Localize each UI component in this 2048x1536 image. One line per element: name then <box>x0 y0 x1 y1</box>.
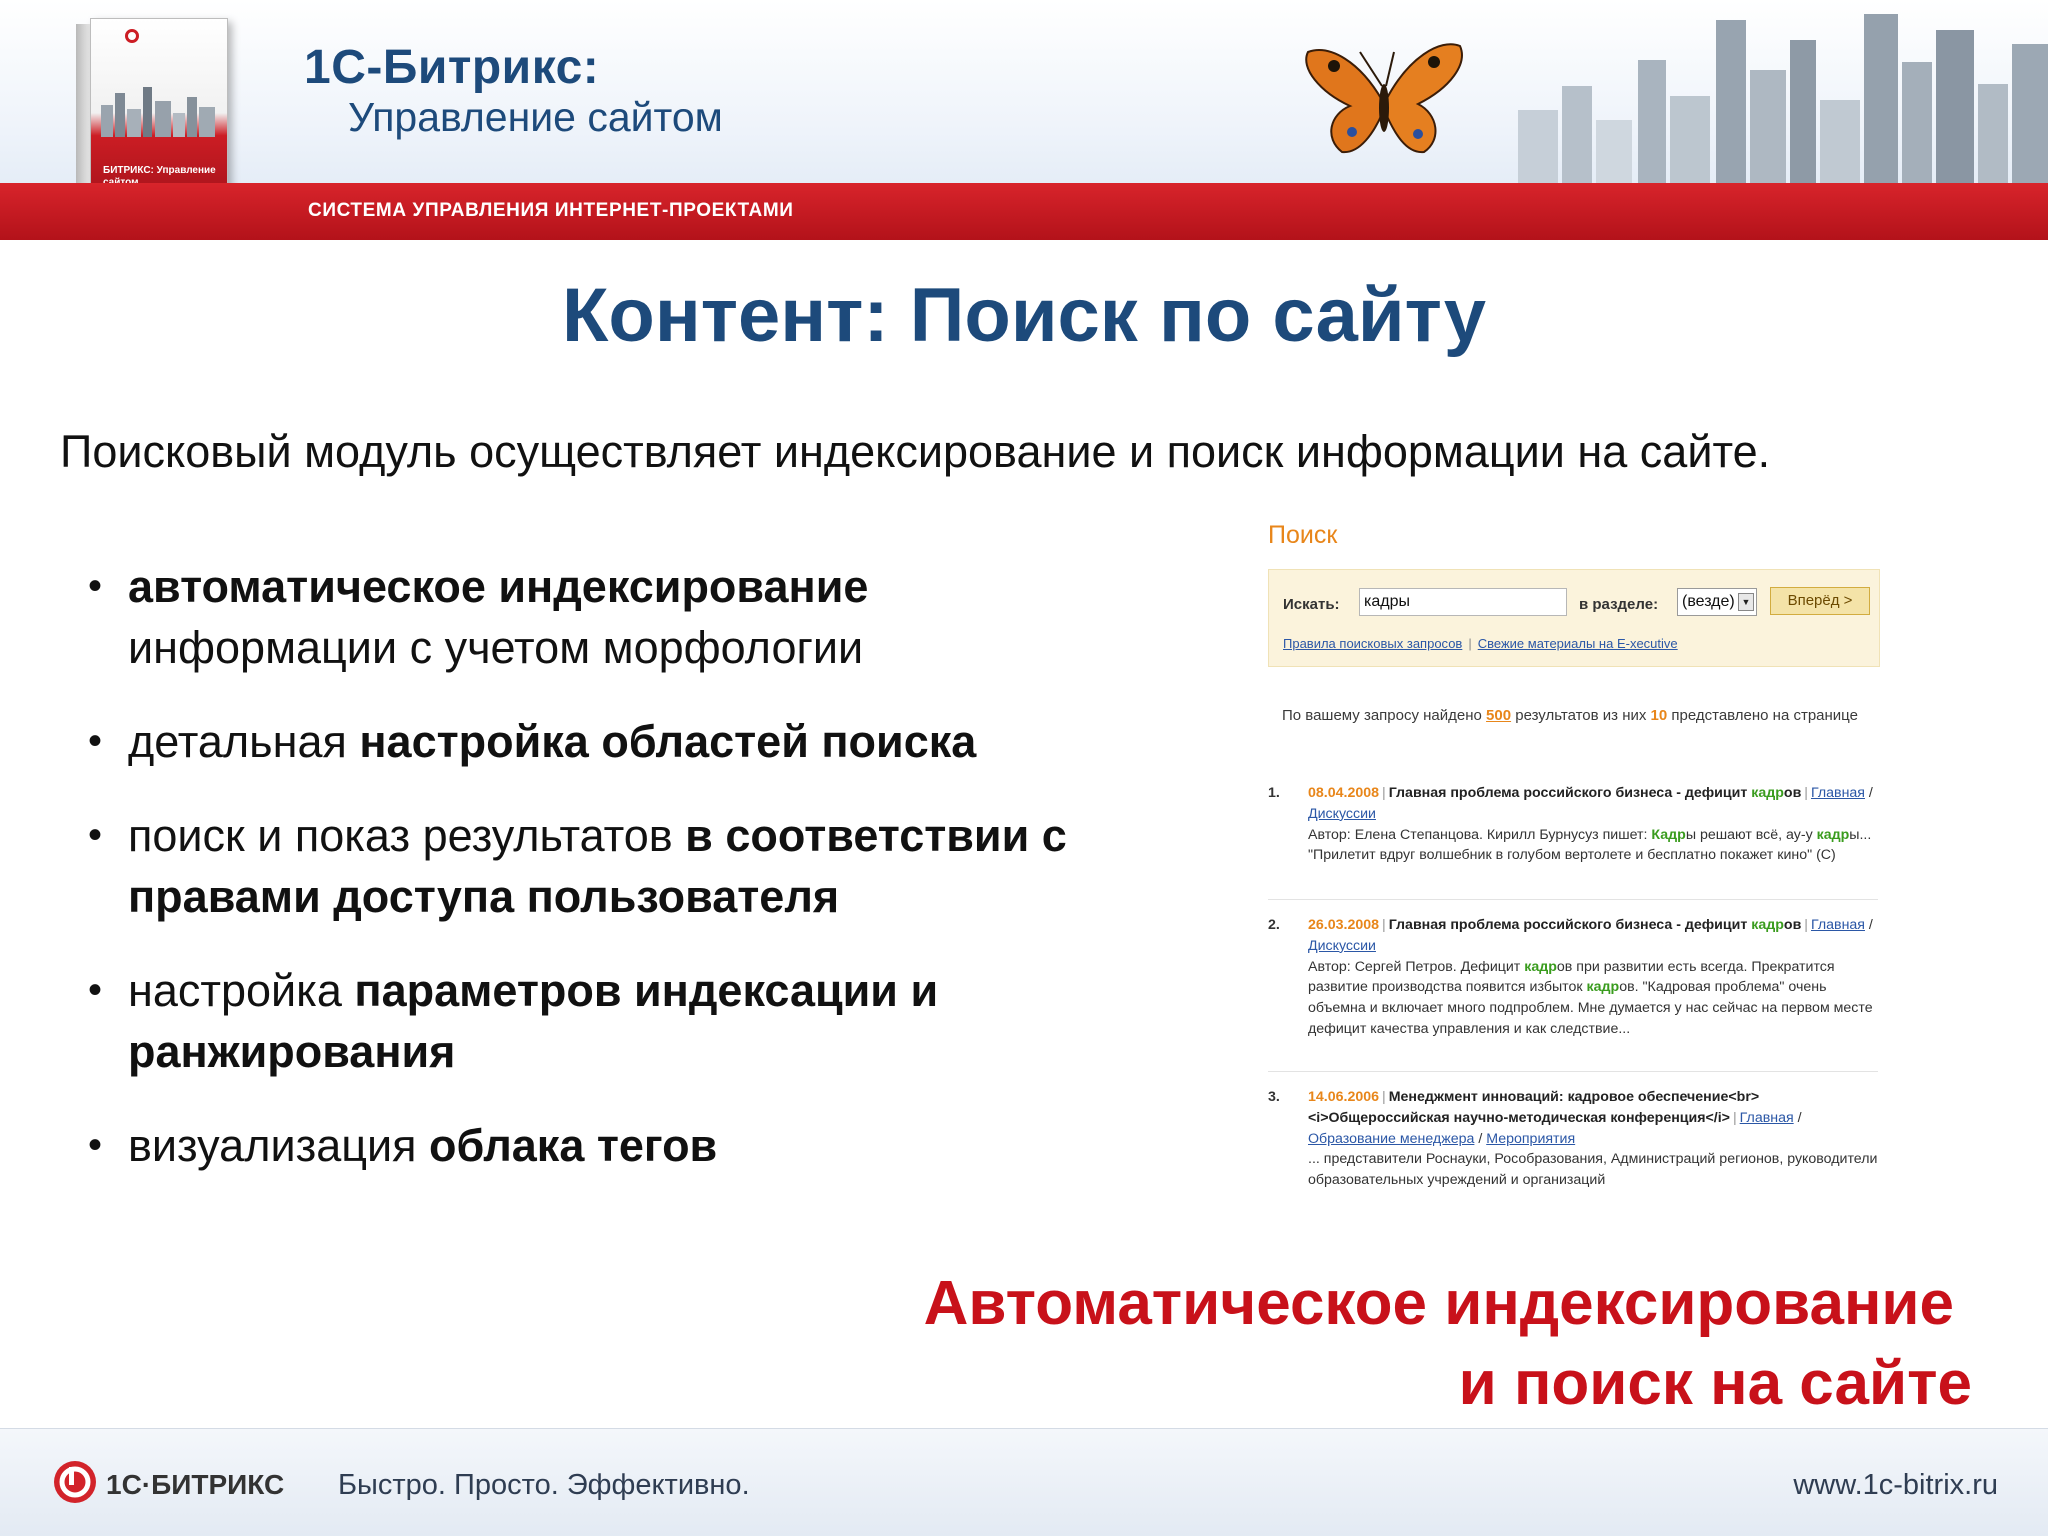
box-city-icon <box>99 83 219 137</box>
results-total[interactable]: 500 <box>1486 707 1512 724</box>
band-tagline: СИСТЕМА УПРАВЛЕНИЯ ИНТЕРНЕТ-ПРОЕКТАМИ <box>308 200 794 221</box>
result-date: 26.03.2008 <box>1308 917 1380 933</box>
list-item: • детальная настройка областей поиска <box>88 711 1148 772</box>
breadcrumb-link[interactable]: Мероприятия <box>1486 1130 1576 1147</box>
search-screenshot <box>1264 515 1884 1230</box>
search-title: Поиск <box>1268 521 1338 549</box>
result-title[interactable]: Главная проблема российского бизнеса - дефицит кадров <box>1388 785 1802 801</box>
footer-slogan: Быстро. Просто. Эффективно. <box>338 1469 750 1501</box>
slogan-line-2: и поиск на сайте <box>1458 1349 1972 1418</box>
section-label: в разделе: <box>1579 596 1659 613</box>
result-title[interactable]: Главная проблема российского бизнеса - дефицит кадров <box>1388 917 1802 933</box>
city-skyline-icon <box>1488 0 2048 186</box>
breadcrumb-link[interactable]: Дискуссии <box>1308 937 1376 954</box>
result-title[interactable]: Менеджмент инноваций: кадровое обеспечение<br><i>Общероссийская научно-методическая конференция</i> <box>1308 1089 1760 1126</box>
slide-header <box>0 0 2048 240</box>
breadcrumb-link[interactable]: Главная <box>1810 785 1865 801</box>
page-title: Контент: Поиск по сайту <box>562 273 1486 358</box>
fresh-materials-link[interactable]: Свежие материалы на E-xecutive <box>1477 636 1678 651</box>
breadcrumb-link[interactable]: Главная <box>1739 1109 1794 1126</box>
slogan-line-1: Автоматическое индексирование <box>923 1269 1954 1338</box>
intro-text: Поисковый модуль осуществляет индексирование и поиск информации на сайте. <box>60 426 1771 477</box>
footer-brand: 1С·БИТРИКС <box>106 1469 285 1500</box>
rules-link[interactable]: Правила поисковых запросов <box>1283 636 1463 651</box>
chevron-down-icon[interactable]: ▼ <box>1738 593 1754 611</box>
list-item: • настройка параметров индексации и ранжирования <box>88 960 1148 1082</box>
product-box-image <box>90 18 228 208</box>
search-result: 2. 26.03.2008 | Главная проблема российского бизнеса - дефицит кадров | Главная / Дискуссии Автор: Сергей Петров. Дефицит кадров при развитии есть всегда. Прекратится развитие производства появится избыток кадров. "Кадровая проблема" очень объемна и включает много подпроблем. Мне думается у нас сейчас на первом месте дефицит качества управления и как следствие... <box>1268 917 1873 1037</box>
search-result: 1. 08.04.2008 | Главная проблема российского бизнеса - дефицит кадров | Главная / Дискуссии Автор: Елена Степанцова. Кирилл Бурнусуз пишет: Кадры решают всё, ау-у кадры... "Прилетит вдруг волшебник в голубом вертолете и бесплатно покажет кино" (С) <box>1268 785 1873 864</box>
breadcrumb-link[interactable]: Образование менеджера <box>1308 1130 1475 1147</box>
list-item: • автоматическое индексирование информации с учетом морфологии <box>88 556 1148 678</box>
divider <box>1268 899 1878 900</box>
search-input[interactable] <box>1359 588 1567 616</box>
results-summary: По вашему запросу найдено 500 результатов из них 10 представлено на странице <box>1282 707 1858 724</box>
butterfly-icon <box>1290 22 1470 172</box>
breadcrumb-link[interactable]: Главная <box>1810 917 1865 933</box>
divider <box>1268 1071 1878 1072</box>
section-select[interactable]: (везде) ▼ <box>1677 588 1757 616</box>
search-help-links: Правила поисковых запросов | Свежие материалы на E-xecutive <box>1283 636 1678 651</box>
feature-list <box>88 556 1148 1209</box>
results-shown: 10 <box>1650 707 1668 724</box>
list-item: • поиск и показ результатов в соответствии с правами доступа пользователя <box>88 805 1148 927</box>
search-form <box>1268 569 1880 667</box>
box-logo-icon <box>125 29 139 43</box>
brand-subtitle: Управление сайтом <box>348 94 723 140</box>
list-item: • визуализация облака тегов <box>88 1115 1148 1176</box>
search-label: Искать: <box>1283 596 1340 613</box>
result-date: 14.06.2006 <box>1308 1089 1380 1105</box>
search-submit-button[interactable]: Вперёд > <box>1770 587 1870 615</box>
footer-url-link[interactable]: www.1c-bitrix.ru <box>1793 1469 1998 1501</box>
breadcrumb-link[interactable]: Дискуссии <box>1308 805 1376 822</box>
box-label: БИТРИКС: Управление <box>103 165 216 176</box>
slide-footer <box>0 1428 2048 1536</box>
search-result: 3. 14.06.2006 | Менеджмент инноваций: кадровое обеспечение<br><i>Общероссийская научно-методическая конференция</i> | Главная / Образование менеджера / Мероприятия ... представители Роснауки, Рособразования, Администраций регионов, руководители образовательных учреждений и организаций <box>1268 1089 1878 1189</box>
bitrix-logo-icon <box>52 1459 98 1505</box>
brand-title: 1С-Битрикс: <box>304 41 600 94</box>
result-date: 08.04.2008 <box>1308 785 1380 801</box>
